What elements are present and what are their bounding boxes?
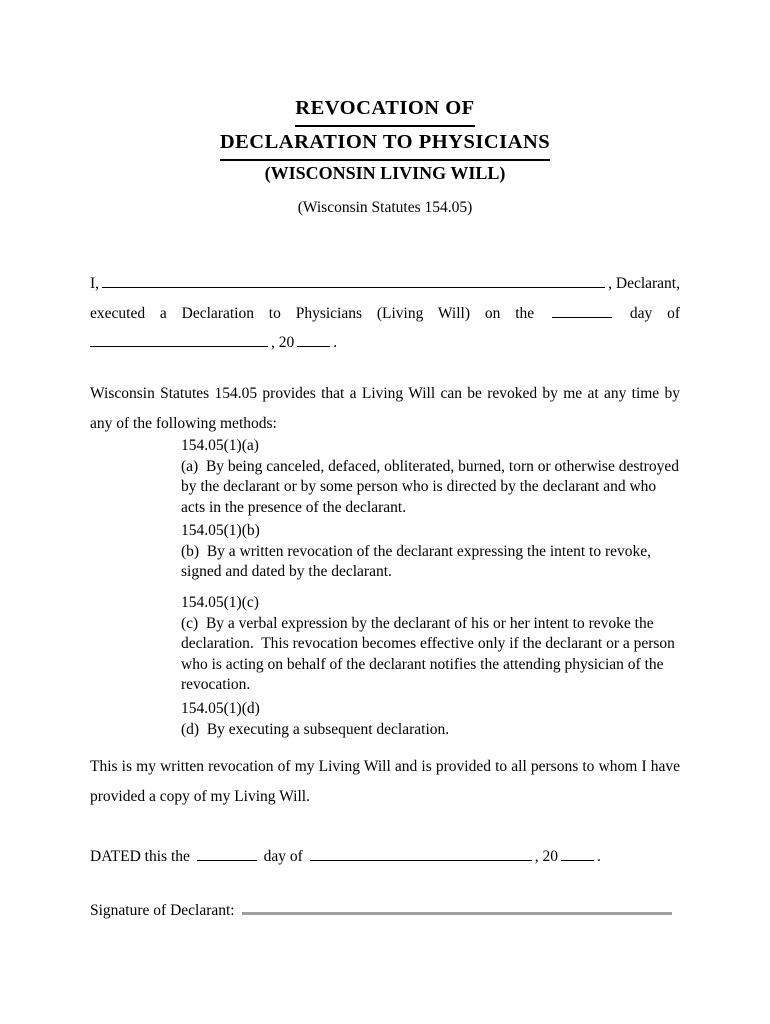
execution-year-field[interactable] [297, 332, 330, 348]
execution-day-field[interactable] [552, 302, 612, 318]
statute-b-text: (b) By a written revocation of the declarant expressing the intent to revoke, signed and dated by the declarant. [181, 542, 655, 580]
intro-prefix: I, [90, 275, 100, 292]
document-subtitle: (WISCONSIN LIVING WILL) [264, 163, 506, 183]
intro-line-2 [90, 299, 680, 329]
signature-label: Signature of Declarant: [90, 902, 235, 919]
intro-paragraph [90, 269, 680, 358]
dated-label: DATED this the [90, 848, 190, 865]
intro-line-2-after: day of [629, 304, 681, 322]
statute-a-ref: 154.05(1)(a) [181, 437, 259, 454]
revocation-intro-paragraph: Wisconsin Statutes 154.05 provides that a Living Will can be revoked by me at any time by any of the following methods: [90, 385, 680, 432]
statute-c-text: (c) By a verbal expression by the declarant of his or her intent to revoke the declaration. This revocation becomes effective only if the declarant or a person who is acting on behalf of the declarant notifies the attending physician of the revocation. [181, 614, 679, 693]
statute-b-ref: 154.05(1)(b) [181, 522, 260, 539]
dated-comma-20: , 20 [534, 848, 558, 865]
statute-section-b [181, 521, 681, 583]
title-line-1 [0, 93, 770, 127]
statute-d-ref: 154.05(1)(d) [181, 700, 260, 717]
statute-c-ref: 154.05(1)(c) [181, 594, 259, 611]
closing-paragraph: This is my written revocation of my Living Will and is provided to all persons to whom I have provided a copy of my Living Will. [90, 758, 680, 805]
intro-line-3 [90, 328, 680, 358]
dated-period: . [596, 848, 601, 865]
document-title [0, 93, 770, 161]
declarant-signature-field[interactable] [242, 901, 672, 915]
title-line-1-text: REVOCATION OF [295, 93, 474, 127]
intro-line-1 [90, 269, 680, 299]
dated-line [90, 842, 680, 872]
execution-month-field[interactable] [90, 332, 268, 348]
dated-day-field[interactable] [197, 846, 257, 862]
statute-section-a [181, 436, 681, 518]
signature-row [90, 896, 672, 926]
statute-d-text: (d) By executing a subsequent declaration. [181, 720, 450, 738]
statute-reference: (Wisconsin Statutes 154.05) [297, 199, 473, 216]
declarant-name-field[interactable] [102, 274, 605, 288]
intro-declarant-suffix: , Declarant, [608, 275, 680, 292]
intro-line-2-before: executed a Declaration to Physicians (Living Will) on the [90, 304, 535, 322]
intro-comma-20: , 20 [271, 334, 295, 351]
statute-section-d [181, 699, 681, 740]
statute-a-text: (a) By being canceled, defaced, obliterated, burned, torn or otherwise destroyed by the declarant or by some person who is directed by the declarant and who acts in the presence of the declarant. [181, 457, 683, 516]
intro-period: . [333, 334, 338, 351]
title-line-2 [0, 127, 770, 161]
dated-year-field[interactable] [561, 846, 594, 862]
dated-day-of: day of [263, 848, 303, 865]
dated-month-field[interactable] [310, 846, 532, 862]
title-line-2-text: DECLARATION TO PHYSICIANS [220, 127, 550, 161]
statute-section-c [181, 593, 681, 696]
